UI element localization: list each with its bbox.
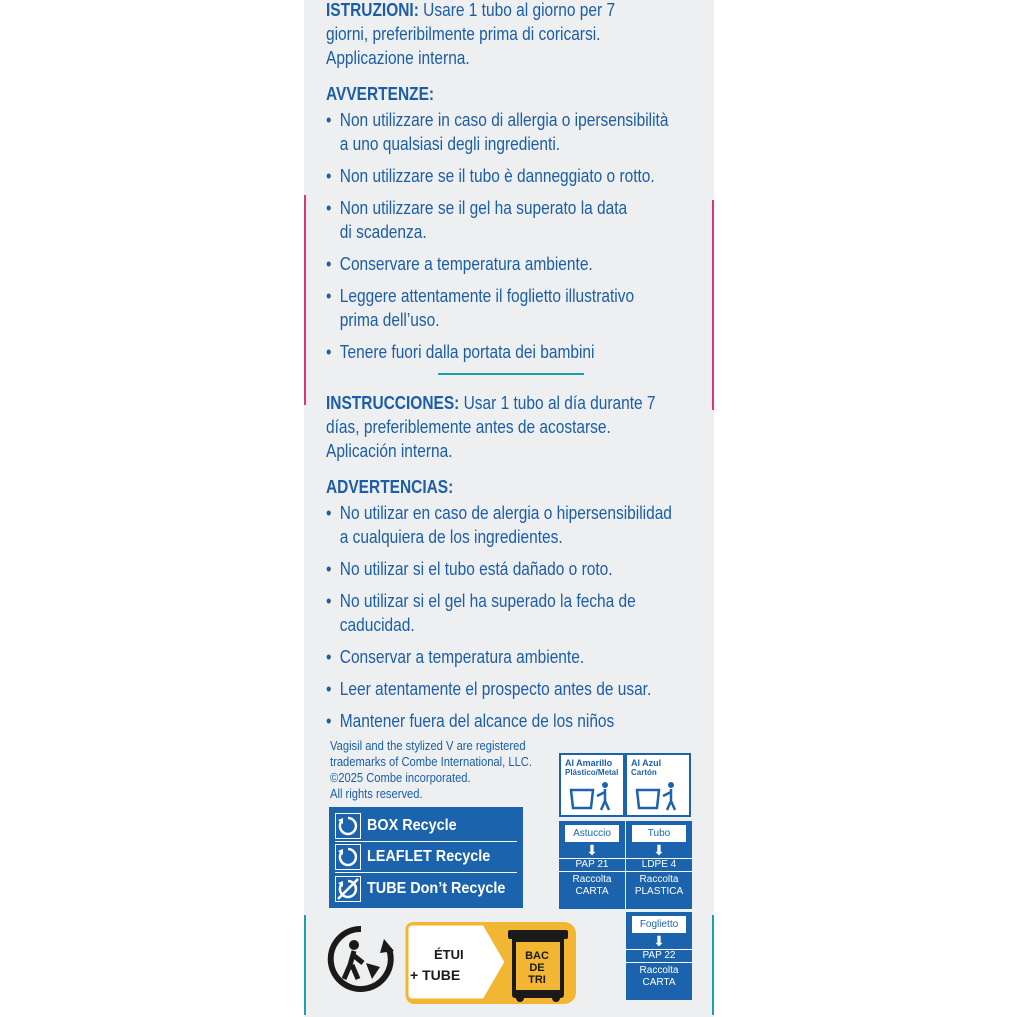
spanish-warnings-head: ADVERTENCIAS: (326, 477, 454, 497)
italian-warning-item: • Conservare a temperatura ambiente. (326, 252, 704, 276)
spanish-instructions-line: Usar 1 tubo al día durante 7 (459, 393, 656, 413)
recycle-row-leaflet (335, 842, 517, 873)
material-code: PAP 21 (559, 858, 625, 872)
spanish-warning-item: • No utilizar en caso de alergia o hipersensibilidad a cualquiera de los ingredientes. (326, 501, 704, 549)
no-recycle-icon (335, 876, 361, 902)
right-edge-magenta (712, 200, 714, 410)
material-name: Tubo (632, 825, 686, 842)
arrow-down-icon: ⬇ (653, 842, 665, 858)
spanish-instructions-line: días, preferiblemente antes de acostarse. (326, 417, 611, 437)
person-bin-icon (565, 778, 621, 812)
trademark-notice: Vagisil and the stylized V are registered trademarks of Combe International, LLC. ©2025 Combe incorporated. All rights reserved. (330, 738, 532, 801)
section-divider (438, 373, 584, 375)
material-tubo (626, 821, 692, 909)
spanish-warning-item: • Leer atentamente el prospecto antes de usar. (326, 677, 704, 701)
italian-warnings-head: AVVERTENZE: (326, 84, 435, 104)
collection-label: Raccolta (572, 874, 612, 885)
collection-type: CARTA (575, 886, 609, 897)
recycle-row-box (335, 811, 517, 842)
spanish-warning-item: • Conservar a temperatura ambiente. (326, 645, 704, 669)
recycling-instructions (329, 807, 523, 908)
collection-type: PLASTICA (634, 886, 684, 897)
spanish-warning-item: • No utilizar si el gel ha superado la fecha de caducidad. (326, 589, 704, 637)
italian-instructions-line: Usare 1 tubo al giorno per 7 (418, 0, 616, 20)
italian-section (326, 0, 704, 364)
etui-label-line: ÉTUI (434, 947, 464, 962)
italian-warning-item: • Leggere attentamente il foglietto illustrativo prima dell’uso. (326, 284, 704, 332)
material-code: PAP 22 (626, 949, 692, 963)
recycle-label: TUBE Don’t Recycle (367, 879, 506, 897)
spanish-instructions-head: INSTRUCCIONES: (326, 393, 460, 413)
arrow-down-icon: ⬇ (653, 933, 665, 949)
italian-warning-item: • Non utilizzare se il gel ha superato la data di scadenza. (326, 196, 704, 244)
bac-de-tri-label: BAC DE TRI (525, 950, 549, 986)
left-edge-magenta (304, 195, 306, 405)
collection-type: CARTA (642, 977, 676, 988)
tube-label-line: + TUBE (410, 967, 461, 983)
italian-instructions-head: ISTRUZIONI: (326, 0, 419, 20)
italian-warning-item: • Non utilizzare in caso di allergia o ipersensibilità a uno qualsiasi degli ingredienti. (326, 108, 704, 156)
person-bin-icon (631, 778, 687, 812)
recycle-label: LEAFLET Recycle (367, 848, 491, 865)
italian-instructions-line: Applicazione interna. (326, 48, 470, 68)
left-edge-teal (304, 915, 306, 1015)
recycle-row-tube (335, 873, 517, 904)
recycle-icon (335, 813, 361, 839)
material-name: Foglietto (632, 916, 686, 933)
collection-label: Raccolta (639, 965, 679, 976)
material-code: LDPE 4 (626, 858, 692, 872)
recycle-label: BOX Recycle (367, 817, 457, 834)
spanish-section (326, 391, 704, 733)
material-astuccio (559, 821, 625, 909)
italian-instructions-line: giorni, preferibilmente prima di coricarsi. (326, 24, 601, 44)
bin-name: Al Azul (631, 758, 662, 768)
spanish-warning-item: • Mantener fuera del alcance de los niños (326, 709, 704, 733)
italian-warning-item: • Non utilizzare se il tubo è danneggiato o rotto. (326, 164, 704, 188)
right-edge-teal (712, 915, 714, 1015)
recycle-icon (335, 844, 361, 870)
bin-name: Al Amarillo (565, 758, 613, 768)
italian-instructions (326, 0, 704, 70)
arrow-down-icon: ⬇ (586, 842, 598, 858)
collection-label: Raccolta (639, 874, 679, 885)
material-name: Astuccio (565, 825, 619, 842)
material-foglietto (626, 912, 692, 1000)
bin-material: Plástico/Metal (565, 768, 619, 777)
triman-icon (326, 925, 396, 993)
spanish-instructions-line: Aplicación interna. (326, 441, 453, 461)
italian-warning-item: • Tenere fuori dalla portata dei bambini (326, 340, 704, 364)
bin-material: Cartón (631, 768, 657, 777)
bin-yellow-card (559, 753, 625, 817)
etui-tube-label (410, 945, 464, 985)
spanish-warning-item: • No utilizar si el tubo está dañado o roto. (326, 557, 704, 581)
bin-blue-card (625, 753, 691, 817)
spanish-instructions (326, 391, 704, 463)
